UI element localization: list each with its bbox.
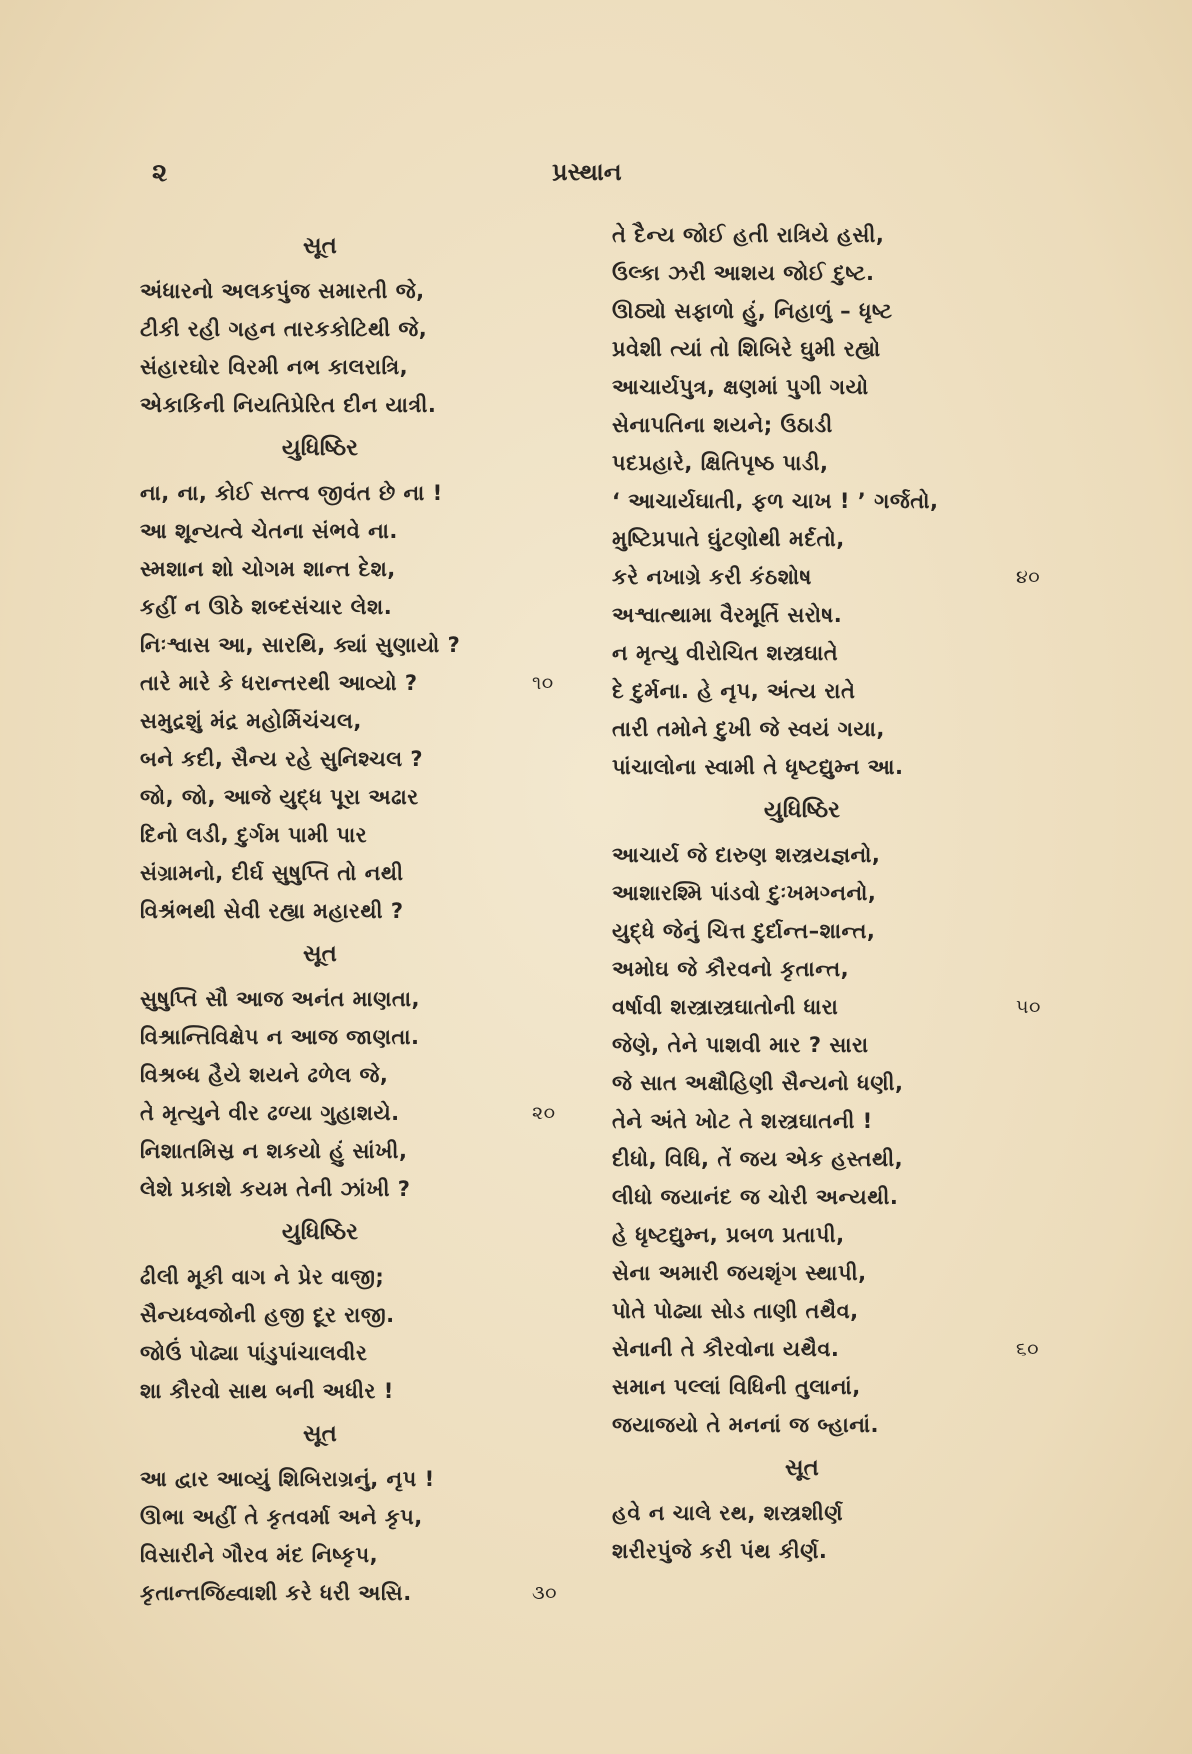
verse-text: સ્મશાન શો ચોગમ શાન્ત દેશ, [140, 557, 396, 581]
verse-line [140, 1296, 580, 1334]
verse-line [140, 1094, 580, 1132]
verse-text: દે દુર્મના. હે નૃપ, અંત્ય રાતે [612, 679, 856, 703]
verse-text: તે મૃત્યુને વીર ઢળ્યા ગુહાશયે. [140, 1101, 400, 1125]
verse-text: સુષુપ્તિ સૌ આજ અનંત માણતા, [140, 987, 420, 1011]
verse-line [612, 406, 1052, 444]
verse-line [140, 1334, 580, 1372]
verse-line [140, 386, 580, 424]
verse-line [140, 1170, 580, 1208]
verse-text: સંગ્રામનો, દીર્ઘ સુષુપ્તિ તો નથી [140, 861, 404, 885]
verse-line [140, 348, 580, 386]
verse-line [140, 474, 580, 512]
verse-text: આ શૂન્યત્વે ચેતના સંભવે ના. [140, 519, 398, 543]
verse-line [612, 1254, 1052, 1292]
verse-text: સંહારઘોર વિરમી નભ કાલરાત્રિ, [140, 355, 409, 379]
verse-text: તારે મારે કે ધરાન્તરથી આવ્યો ? [140, 671, 418, 695]
verse-text: પોતે પોઢ્યા સોડ તાણી તથૈવ, [612, 1299, 859, 1323]
right-column [612, 216, 1052, 1570]
verse-line [140, 816, 580, 854]
verse-text: અંધારનો અલકપુંજ સમારતી જે, [140, 279, 425, 303]
verse-text: જે સાત અક્ષૌહિણી સૈન્યનો ધણી, [612, 1071, 904, 1095]
verse-text: બને કદી, સૈન્ય રહે સુનિશ્ચલ ? [140, 747, 424, 771]
verse-text: સેનાની તે કૌરવોના યથૈવ. [612, 1337, 840, 1361]
verse-line [612, 1330, 1052, 1368]
speaker-heading: યુધિષ્ઠિર [281, 1219, 359, 1245]
speaker-heading: યુધિષ્ઠિર [763, 797, 841, 823]
verse-line [612, 748, 1052, 786]
verse-text: યુદ્ધે જેનું ચિત્ત દુર્દાન્ત–શાન્ત, [612, 919, 876, 943]
verse-line [140, 310, 580, 348]
verse-line [140, 892, 580, 930]
verse-text: વિસારીને ગૌરવ મંદ નિષ્કૃપ, [140, 1543, 379, 1567]
speaker-heading: સૂત [303, 233, 337, 259]
verse-line [612, 330, 1052, 368]
verse-line [140, 272, 580, 310]
verse-line [140, 1574, 580, 1612]
verse-text: તેને અંતે ખોટ તે શસ્ત્રઘાતની ! [612, 1109, 873, 1133]
speaker-heading: સૂત [303, 941, 337, 967]
verse-line [612, 292, 1052, 330]
verse-line [140, 550, 580, 588]
verse-text: તારી તમોને દુખી જે સ્વયં ગયા, [612, 717, 885, 741]
verse-text: સમાન પલ્લાં વિધિની તુલાનાં, [612, 1375, 861, 1399]
verse-text: આશારશ્મિ પાંડવો દુઃખમગ્નનો, [612, 881, 877, 905]
verse-line [612, 1064, 1052, 1102]
page-number: ૨ [152, 158, 168, 188]
verse-text: કૃતાન્તજિહ્વાશી કરે ધરી અસિ. [140, 1581, 412, 1605]
verse-text: દીધો, વિધિ, તેં જય એક હસ્તથી, [612, 1147, 904, 1171]
verse-text: જેણે, તેને પાશવી માર ? સારા [612, 1033, 869, 1057]
verse-line [612, 1216, 1052, 1254]
verse-line [612, 1026, 1052, 1064]
verse-text: ટીકી રહી ગહન તારકકોટિથી જે, [140, 317, 428, 341]
verse-text: હવે ન ચાલે રથ, શસ્ત્રશીર્ણ [612, 1501, 844, 1525]
verse-line [140, 512, 580, 550]
verse-text: કરે નખાગ્રે કરી કંઠશોષ [612, 565, 812, 589]
verse-line [140, 588, 580, 626]
verse-text: મુષ્ટિપ્રપાતે ઘુંટણોથી મર્દતો, [612, 527, 845, 551]
verse-text: કહીં ન ઊઠે શબ્દસંચાર લેશ. [140, 595, 393, 619]
verse-line [612, 950, 1052, 988]
verse-text: ઊભા અહીં તે કૃતવર્મા અને કૃપ, [140, 1505, 423, 1529]
verse-line [140, 702, 580, 740]
verse-line [612, 1140, 1052, 1178]
verse-text: વિશ્રાન્તિવિક્ષેપ ન આજ જાણતા. [140, 1025, 420, 1049]
verse-text: સેનાપતિના શયને; ઉઠાડી [612, 413, 833, 437]
verse-line [612, 874, 1052, 912]
verse-line [140, 664, 580, 702]
verse-line [612, 1406, 1052, 1444]
verse-text: ઢીલી મૂકી વાગ ને પ્રેર વાજી; [140, 1265, 385, 1289]
line-number: ૬૦ [1016, 1338, 1040, 1360]
verse-line [612, 444, 1052, 482]
verse-text: પદપ્રહારે, ક્ષિતિપૃષ્ઠ પાડી, [612, 451, 829, 475]
verse-line [612, 558, 1052, 596]
verse-text: ઉલ્કા ઝરી આશય જોઈ દુષ્ટ. [612, 261, 875, 285]
verse-text: લેશે પ્રકાશે કયમ તેની ઝાંખી ? [140, 1177, 411, 1201]
verse-line [140, 1018, 580, 1056]
verse-text: અશ્વાત્થામા વૈરમૂર્તિ સરોષ. [612, 603, 843, 627]
verse-text: દિનો લડી, દુર્ગમ પામી પાર [140, 823, 368, 847]
verse-text: જોઉં પોઢ્યા પાંડુપાંચાલવીર [140, 1341, 368, 1365]
verse-text: સૈન્યધ્વજોની હજી દૂર રાજી. [140, 1303, 395, 1327]
verse-line [140, 1132, 580, 1170]
verse-text: વિશ્રંભથી સેવી રહ્યા મહારથી ? [140, 899, 404, 923]
line-number: ૩૦ [532, 1582, 558, 1604]
verse-text: નિઃશ્વાસ આ, સારથિ, ક્યાં સુણાયો ? [140, 633, 461, 657]
verse-text: અમોઘ જે કૌરવનો કૃતાન્ત, [612, 957, 850, 981]
verse-text: ‘ આચાર્યઘાતી, ફળ ચાખ ! ’ ગર્જતો, [612, 489, 939, 513]
speaker-heading: યુધિષ્ઠિર [281, 435, 359, 461]
verse-line [612, 368, 1052, 406]
verse-text: સમુદ્રશું મંદ્ર મહોર્મિચંચલ, [140, 709, 362, 733]
verse-line [140, 1498, 580, 1536]
verse-line [612, 520, 1052, 558]
verse-line [612, 216, 1052, 254]
verse-line [612, 254, 1052, 292]
speaker-heading: સૂત [303, 1421, 337, 1447]
verse-line [140, 1460, 580, 1498]
verse-text: જયાજયો તે મનનાં જ બ્હાનાં. [612, 1413, 879, 1437]
line-number: ૫૦ [1016, 996, 1041, 1018]
verse-text: લીધો જયાનંદ જ ચોરી અન્યથી. [612, 1185, 899, 1209]
verse-line [612, 836, 1052, 874]
line-number: ૧૦ [532, 672, 554, 694]
verse-text: આચાર્ય જે દારુણ શસ્ત્રયજ્ઞનો, [612, 843, 881, 867]
line-number: ૪૦ [1016, 566, 1041, 588]
verse-line [140, 740, 580, 778]
verse-text: ઊઠ્યો સફાળો હું, નિહાળું – ધૃષ્ટ [612, 299, 893, 323]
verse-text: આચાર્યપુત્ર, ક્ષણમાં પુગી ગયો [612, 375, 869, 399]
verse-line [140, 1536, 580, 1574]
left-column [140, 222, 580, 1612]
verse-text: વિશ્રબ્ધ હૈયે શયને ઢળેલ જે, [140, 1063, 389, 1087]
verse-line [612, 912, 1052, 950]
verse-text: સેના અમારી જયશૃંગ સ્થાપી, [612, 1261, 867, 1285]
verse-line [140, 626, 580, 664]
verse-text: શા કૌરવો સાથ બની અધીર ! [140, 1379, 394, 1403]
verse-line [612, 596, 1052, 634]
verse-line [612, 1178, 1052, 1216]
verse-line [612, 634, 1052, 672]
verse-line [612, 710, 1052, 748]
verse-text: પાંચાલોના સ્વામી તે ધૃષ્ટદ્યુમ્ન આ. [612, 755, 904, 779]
verse-text: પ્રવેશી ત્યાં તો શિબિરે ઘુમી રહ્યો [612, 337, 881, 361]
verse-text: ન મૃત્યુ વીરોચિત શસ્ત્રઘાતે [612, 641, 839, 665]
running-title: પ્રસ્થાન [552, 158, 622, 186]
verse-line [612, 482, 1052, 520]
verse-line [612, 672, 1052, 710]
verse-text: જો, જો, આજે યુદ્ધ પૂરા અઢાર [140, 785, 419, 809]
verse-line [140, 778, 580, 816]
verse-line [612, 1102, 1052, 1140]
verse-line [612, 1368, 1052, 1406]
verse-line [612, 988, 1052, 1026]
verse-line [612, 1292, 1052, 1330]
verse-line [140, 1258, 580, 1296]
verse-text: નિશાતમિસ્ર ન શકયો હું સાંખી, [140, 1139, 408, 1163]
speaker-heading: સૂત [785, 1455, 819, 1481]
verse-line [140, 854, 580, 892]
verse-line [140, 1372, 580, 1410]
verse-text: હે ધૃષ્ટદ્યુમ્ન, પ્રબળ પ્રતાપી, [612, 1223, 845, 1247]
line-number: ૨૦ [532, 1102, 556, 1124]
verse-text: આ દ્વાર આવ્યું શિબિરાગ્રનું, નૃપ ! [140, 1467, 435, 1491]
verse-line [612, 1494, 1052, 1532]
verse-text: ના, ના, કોઈ સત્ત્વ જીવંત છે ના ! [140, 481, 443, 505]
page-header [0, 158, 1192, 198]
verse-line [140, 1056, 580, 1094]
verse-line [612, 1532, 1052, 1570]
verse-line [140, 980, 580, 1018]
verse-text: તે દૈન્ય જોઈ હતી રાત્રિયે હસી, [612, 223, 885, 247]
verse-text: એકાકિની નિયતિપ્રેરિત દીન યાત્રી. [140, 393, 437, 417]
verse-text: વર્ષાવી શસ્ત્રાસ્ત્રઘાતોની ધારા [612, 995, 839, 1019]
verse-text: શરીરપુંજે કરી પંથ કીર્ણ. [612, 1539, 828, 1563]
